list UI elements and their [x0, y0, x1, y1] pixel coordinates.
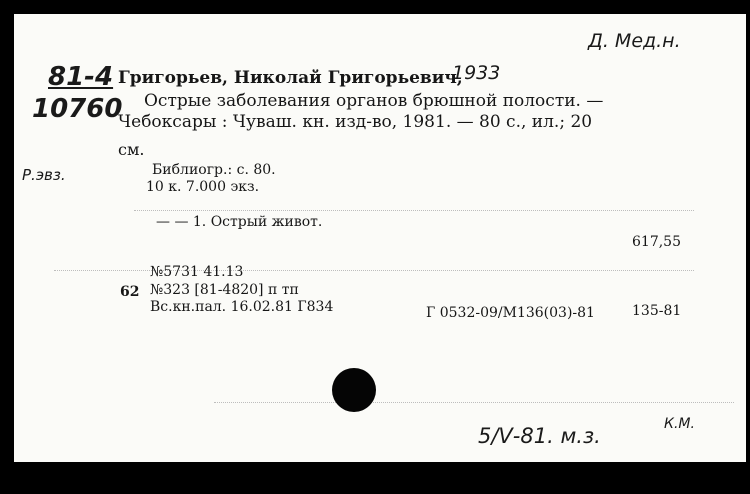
size-continuation: см. — [118, 140, 145, 159]
order-prefix: 62 — [120, 284, 140, 300]
dotted-rule — [214, 402, 734, 403]
handwritten-corner-initials: К.М. — [664, 416, 695, 432]
imprint-line: Чебоксары : Чуваш. кн. изд-во, 1981. — 80 с., ил.; 20 — [118, 112, 593, 132]
handwritten-side-note: Р.эвз. — [22, 166, 66, 184]
author-heading: Григорьев, Николай Григорьевич, — [118, 68, 463, 88]
handwritten-top-right: Д. Мед.н. — [588, 30, 681, 52]
handwritten-inventory-number: 10760 — [32, 94, 123, 124]
g-code: Г 0532-09/М136(03)-81 — [426, 305, 595, 321]
punch-hole — [332, 368, 376, 412]
number-right: 135-81 — [632, 303, 682, 319]
handwritten-year: 1933 — [452, 62, 501, 84]
order-number: №323 [81-4820] п тп — [150, 282, 299, 298]
handwritten-shelf-mark: 81-4 — [48, 62, 114, 92]
bibliography-note: Библиогр.: с. 80. — [152, 162, 276, 178]
handwritten-bottom-note: 5/Ⅴ-81. м.з. — [478, 424, 601, 448]
card-number: №5731 41.13 — [150, 264, 244, 280]
dotted-rule — [134, 210, 694, 211]
scan-edge — [0, 0, 6, 494]
price-copies: 10 к. 7.000 экз. — [146, 179, 260, 195]
subject-heading: — — 1. Острый живот. — [156, 214, 323, 230]
title-line: Острые заболевания органов брюшной полости. — — [144, 91, 604, 111]
class-number: 617,55 — [632, 234, 681, 250]
book-chamber-note: Вс.кн.пал. 16.02.81 Г834 — [150, 299, 334, 315]
